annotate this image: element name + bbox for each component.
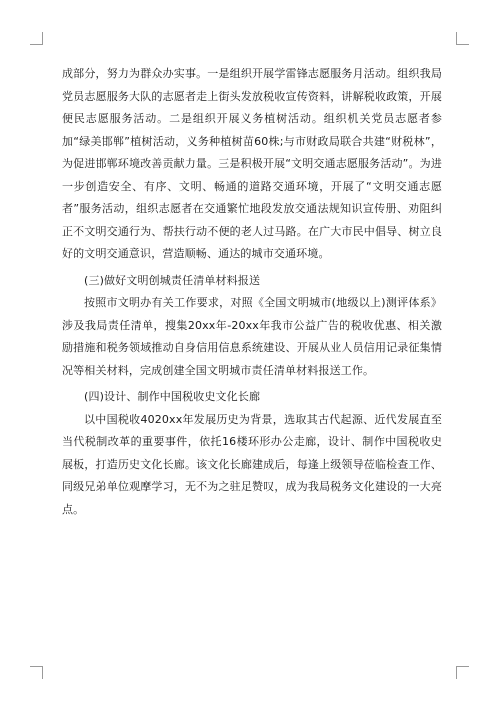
crop-mark-top-right — [456, 32, 469, 45]
crop-mark-bottom-left — [30, 666, 43, 679]
paragraph-volunteer-activities: 成部分，努力为群众办实事。一是组织开展学雷锋志愿服务月活动。组织我局党员志愿服务大队的志愿者走上街头发放税收宣传资料，讲解税收政策，开展便民志愿服务活动。二是组织开展义务植树活动。组织机关党员志愿者参加“绿美邯郸”植树活动，义务种植树苗60株;与市财政局联合共建“财税林”，为促进邯郸环境改善贡献力量。三是积极开展“文明交通志愿服务活动”。为进一步创造安全、有序、文明、畅通的道路交通环境，开展了“文明交通志愿者”服务活动，组织志愿者在交通繁忙地段发放交通法规知识宣传册、劝阻纠正不文明交通行为、帮扶行动不便的老人过马路。在广大市民中倡导、树立良好的文明交通意识，营造顺畅、通达的城市交通环境。 — [62, 67, 442, 260]
paragraph-section-3: 按照市文明办有关工作要求，对照《全国文明城市(地级以上)测评体系》涉及我局责任清单，搜集20xx年-20xx年我市公益广告的税收优惠、相关激励措施和税务领域推动自身信用信息系统建设、开展从业人员信用记录征集情况等相关材料，完成创建全国文明城市责任清单材料报送工作。 — [62, 296, 442, 377]
document-body — [62, 63, 442, 521]
crop-mark-bottom-right — [456, 666, 469, 679]
crop-mark-top-left — [30, 32, 43, 45]
section-heading-4: (四)设计、制作中国税收史文化长廊 — [84, 390, 261, 403]
paragraph-section-4: 以中国税收4020xx年发展历史为背景，选取其古代起源、近代发展直至当代税制改革的重要事件，依托16楼环形办公走廊，设计、制作中国税收史展板，打造历史文化长廊。该文化长廊建成后，每逢上级领导莅临检查工作、同级兄弟单位观摩学习，无不为之驻足赞叹，成为我局税务文化建设的一大亮点。 — [62, 412, 442, 516]
section-heading-3: (三)做好文明创城责任清单材料报送 — [84, 273, 261, 287]
